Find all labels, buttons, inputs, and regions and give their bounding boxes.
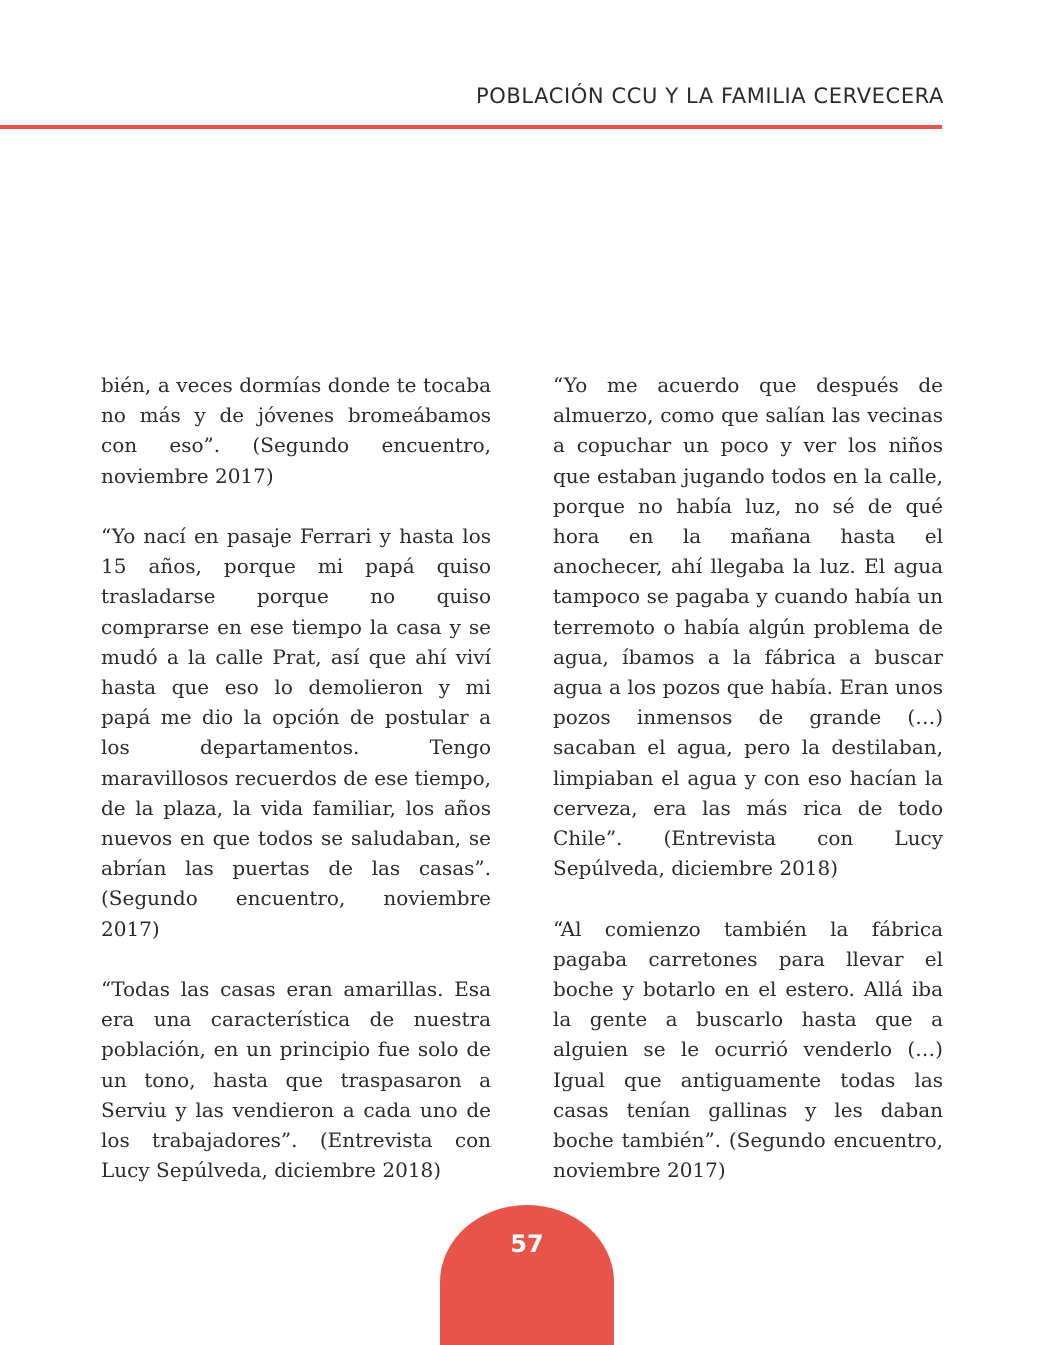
page-number-tab xyxy=(440,1205,614,1345)
paragraph: “Yo nací en pasaje Ferrari y hasta los 15 años, porque mi papá quiso trasladarse porque no quiso comprarse en ese tiempo la casa y se mudó a la calle Prat, así que ahí viví hasta que eso lo demolieron y mi papá me dio la opción de postular a los departamentos. Tengo maravillosos recuerdos de ese tiempo, de la plaza, la vida familiar, los años nuevos en que todos se saludaban, se abrían las puertas de las casas”. (Segundo encuentro, noviembre 2017) xyxy=(101,524,491,941)
paragraph: “Todas las casas eran amarillas. Esa era una característica de nuestra población, en un principio fue solo de un tono, hasta que traspasaron a Serviu y las vendieron a cada uno de los trabajadores”. (Entrevista con Lucy Sepúlveda, diciembre 2018) xyxy=(101,977,491,1183)
right-text-column xyxy=(553,370,943,1216)
paragraph: “Al comienzo también la fábrica pagaba carretones para llevar el boche y botarlo en el estero. Allá iba la gente a buscarlo hasta que a alguien se le ocurrió venderlo (…) Igual que antiguamente todas las casas tenían gallinas y les daban boche también”. (Segundo encuentro, noviembre 2017) xyxy=(553,916,943,1183)
running-header-title: POBLACIÓN CCU Y LA FAMILIA CERVECERA xyxy=(475,84,944,108)
header-divider xyxy=(0,125,942,129)
paragraph: “Yo me acuerdo que después de almuerzo, como que salían las vecinas a copuchar un poco y ver los niños que estaban jugando todos en la calle, porque no había luz, no sé de qué hora en la mañana hasta el anochecer, ahí llegaba la luz. El agua tampoco se pagaba y cuando había un terremoto o había algún problema de agua, íbamos a la fábrica a buscar agua a los pozos que había. Eran unos pozos inmensos de grande (…) sacaban el agua, pero la destilaban, limpiaban el agua y con eso hacían la cerveza, era las más rica de todo Chile”. (Entrevista con Lucy Sepúlveda, diciembre 2018) xyxy=(553,373,943,881)
paragraph: bién, a veces dormías donde te tocaba no más y de jóvenes bromeábamos con eso”. (Segundo encuentro, noviembre 2017) xyxy=(101,373,491,488)
left-text-column xyxy=(101,370,491,1216)
page-number: 57 xyxy=(510,1230,544,1258)
